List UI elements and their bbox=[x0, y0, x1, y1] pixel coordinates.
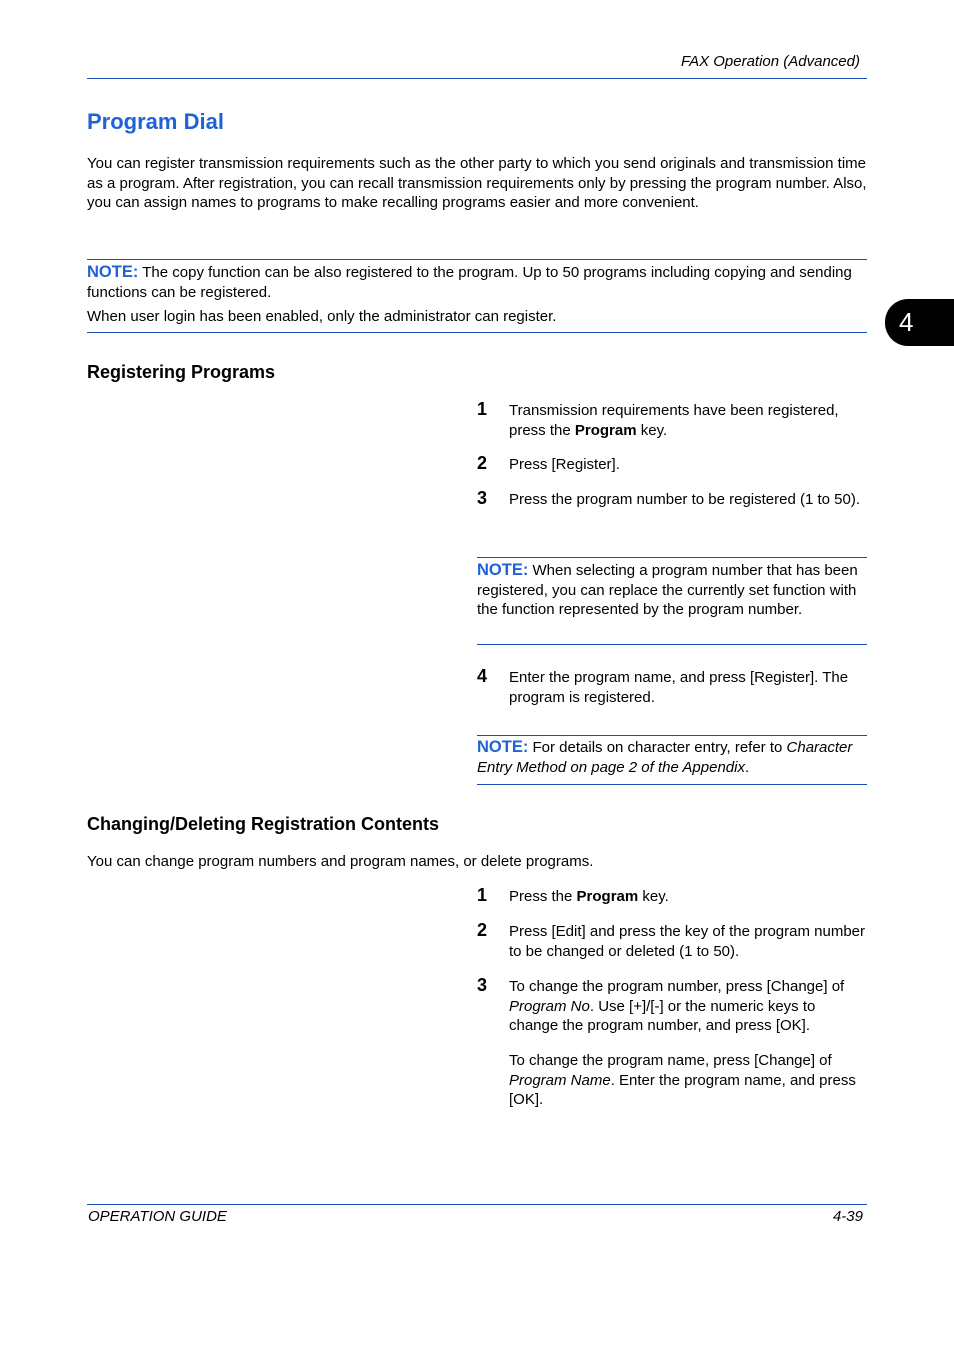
program-key-label: Program bbox=[576, 888, 639, 905]
step-text: Transmission requirements have been registered, press the Program key. bbox=[509, 402, 839, 439]
step-2 bbox=[477, 455, 867, 475]
step-number: 3 bbox=[477, 975, 488, 995]
step-1 bbox=[477, 887, 867, 907]
note-label: NOTE: bbox=[477, 561, 529, 579]
step-text: Press the Program key. bbox=[509, 888, 669, 905]
step-3 bbox=[477, 490, 867, 510]
step-2 bbox=[477, 922, 867, 961]
step-1 bbox=[477, 401, 867, 440]
step-number: 1 bbox=[477, 885, 488, 905]
intro-paragraph: You can register transmission requirements such as the other party to which you send originals and transmission time as a program. After registration, you can recall transmission requirements only by pressing the program number. Also, you can assign names to programs to make recalling programs easier and more convenient. bbox=[87, 155, 867, 211]
page-number: 4-39 bbox=[832, 1208, 863, 1225]
step-text: Press [Edit] and press the key of the program number to be changed or deleted (1 to 50). bbox=[509, 923, 866, 960]
chapter-tab: 4 bbox=[885, 299, 954, 346]
note2-top-rule bbox=[477, 557, 867, 558]
section-heading-changing: Changing/Deleting Registration Contents bbox=[87, 814, 440, 834]
step-number: 1 bbox=[477, 399, 488, 419]
section-heading-registering: Registering Programs bbox=[87, 362, 276, 382]
note3-bottom-rule bbox=[477, 784, 867, 785]
step-text: Enter the program name, and press [Register]. The program is registered. bbox=[509, 669, 849, 706]
page-title: Program Dial bbox=[87, 109, 224, 134]
note1-text: The copy function can be also registered to the program. Up to 50 programs including copying and sending functions can be registered. bbox=[87, 264, 852, 301]
note2 bbox=[477, 561, 867, 620]
appendix-reference: Character Entry Method on page 2 of the Appendix bbox=[477, 739, 853, 776]
step-3-continued bbox=[477, 1051, 867, 1110]
step-text: Press [Register]. bbox=[509, 456, 620, 473]
step-text: Press the program number to be registered (1 to 50). bbox=[509, 491, 861, 508]
footer-rule bbox=[87, 1204, 867, 1205]
note3-top-rule bbox=[477, 735, 867, 736]
step-number: 3 bbox=[477, 488, 488, 508]
note1-top-rule bbox=[87, 259, 867, 260]
note2-text: When selecting a program number that has been registered, you can replace the currently set function with the function represented by the program number. bbox=[477, 562, 858, 618]
header-rule bbox=[87, 78, 867, 79]
running-header: FAX Operation (Advanced) bbox=[681, 53, 860, 70]
note-label: NOTE: bbox=[477, 738, 529, 756]
step-number: 2 bbox=[477, 920, 488, 940]
step-number: 2 bbox=[477, 453, 488, 473]
step-text: To change the program number, press [Change] of Program No. Use [+]/[-] or the numeric keys to change the program number, and press [OK]. bbox=[509, 978, 845, 1034]
note1 bbox=[87, 263, 867, 302]
note1-text2: When user login has been enabled, only the administrator can register. bbox=[87, 308, 557, 325]
step-4 bbox=[477, 668, 867, 707]
note-label: NOTE: bbox=[87, 263, 139, 281]
note1-bottom-rule bbox=[87, 332, 867, 333]
step-text: To change the program name, press [Change] of Program Name. Enter the program name, and press [OK]. bbox=[509, 1052, 856, 1108]
step-3 bbox=[477, 977, 867, 1036]
program-key-label: Program bbox=[574, 421, 637, 439]
step-number: 4 bbox=[477, 666, 488, 686]
footer-guide-name: OPERATION GUIDE bbox=[88, 1208, 227, 1225]
note2-bottom-rule bbox=[477, 644, 867, 645]
section2-intro: You can change program numbers and program names, or delete programs. bbox=[87, 853, 594, 870]
note3: NOTE: For details on character entry, refer to Character Entry Method on page 2 of the Appendix. bbox=[477, 738, 853, 776]
